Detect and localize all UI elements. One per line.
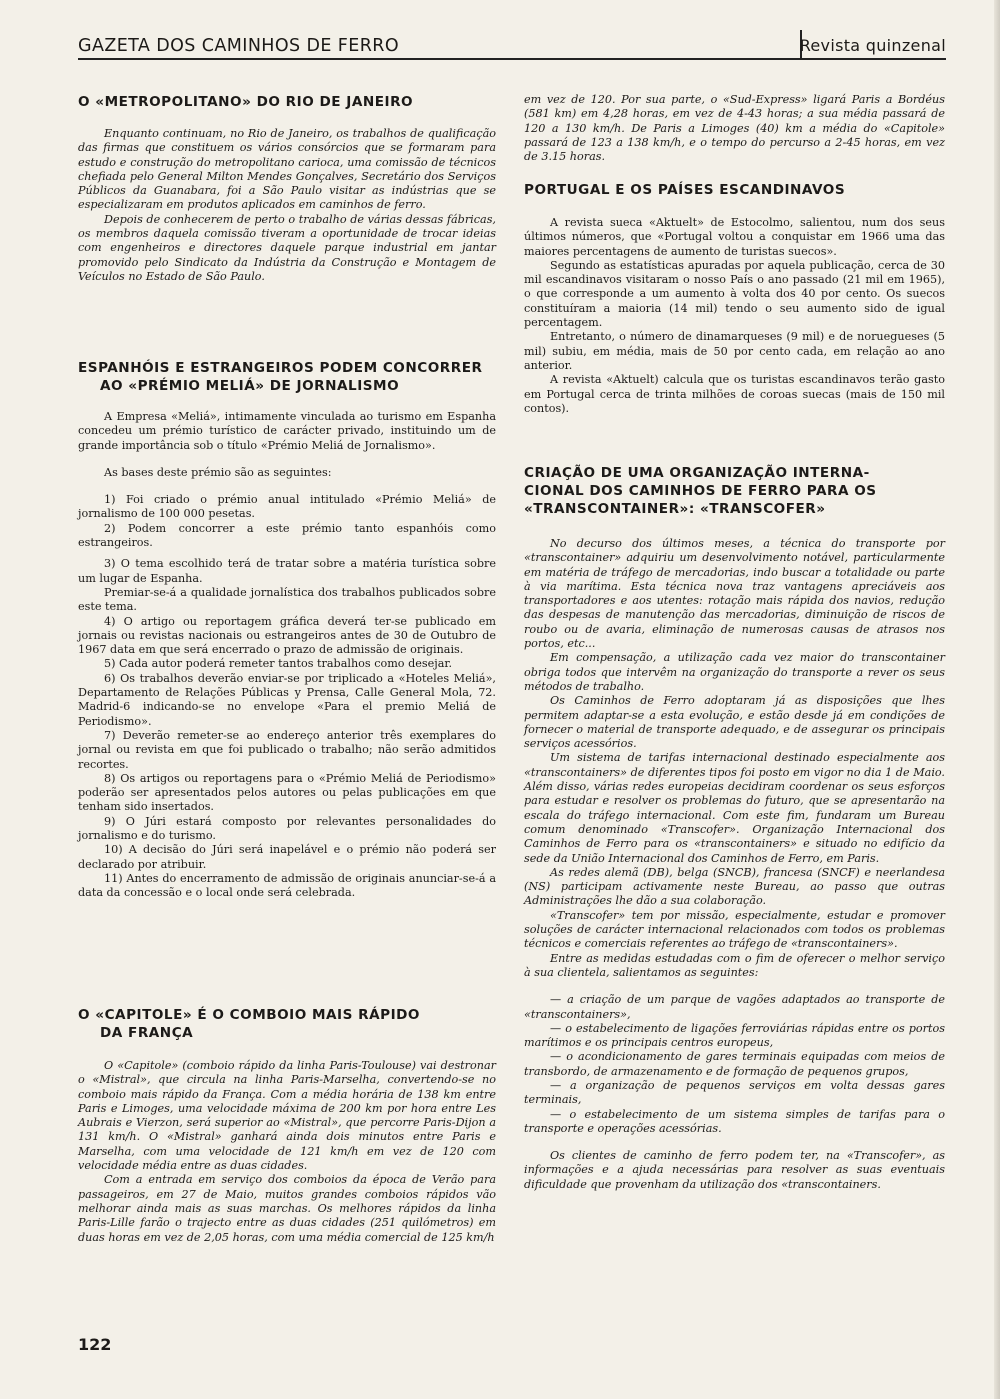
list-item: 8) Os artigos ou reportagens para o «Prémio Meliá de Periodismo» poderão ser apresentados pelos autores ou pelas publicações em que tenham sido insertados. <box>78 771 496 814</box>
list-item: 11) Antes do encerramento de admissão de originais anunciar-se-á a data da concessão e o local onde será celebrada. <box>78 871 496 900</box>
heading-line: CIONAL DOS CAMINHOS DE FERRO PARA OS <box>524 483 877 499</box>
paragraph: As redes alemã (DB), belga (SNCB), francesa (SNCF) e neerlandesa (NS) participam activamente neste Bureau, ao passo que outras Administrações lhe dão a sua colaboração. <box>524 865 945 908</box>
article-premio <box>78 410 496 901</box>
heading-capitole <box>78 1006 420 1042</box>
list-item: 9) O Júri estará composto por relevantes personalidades do jornalismo e do turismo. <box>78 814 496 843</box>
header-rule <box>78 58 946 60</box>
article-transcofer <box>524 537 945 1192</box>
heading-premio <box>78 359 482 395</box>
heading-line: CRIAÇÃO DE UMA ORGANIZAÇÃO INTERNA- <box>524 465 870 481</box>
heading-transcofer <box>524 464 877 518</box>
paragraph: Entretanto, o número de dinamarqueses (9 mil) e de noruegueses (5 mil) subiu, em média, mais de 50 por cento cada, em relação ao ano anterior. <box>524 330 945 372</box>
list-item: 1) Foi criado o prémio anual intitulado «Prémio Meliá» de jornalismo de 100 000 pesetas. <box>78 493 496 521</box>
article-metropolitano <box>78 127 496 284</box>
paragraph: Em compensação, a utilização cada vez maior do transcontainer obriga todos que intervêm na organização do transporte a rever os seus métodos de trabalho. <box>524 651 945 693</box>
list-item: 4) O artigo ou reportagem gráfica deverá ter-se publicado em jornais ou revistas nacionais ou estrangeiros antes de 30 de Outubro de 1967 data em que será encerrado o prazo de admissão de originais. <box>78 614 496 657</box>
heading-line: «TRANSCONTAINER»: «TRANSCOFER» <box>524 501 826 517</box>
page-number: 122 <box>78 1335 112 1354</box>
paragraph: Depois de conhecerem de perto o trabalho de várias dessas fábricas, os membros daquela comissão tiveram a oportunidade de trocar ideias com engenheiros e directores daquele parque industrial em jantar promovido pelo Sindicato da Indústria da Construção e Montagem de Veículos no Estado de São Paulo. <box>78 212 496 283</box>
list-item: — o estabelecimento de um sistema simples de tarifas para o transporte e operações acessórias. <box>524 1107 945 1135</box>
list-item: — a organização de pequenos serviços em volta dessas gares terminais, <box>524 1078 945 1107</box>
heading-line: AO «PRÉMIO MELIÁ» DE JORNALISMO <box>100 378 400 394</box>
list-item: — a criação de um parque de vagões adaptados ao transporte de «transcontainers», <box>524 993 945 1021</box>
heading-line: O «CAPITOLE» É O COMBOIO MAIS RÁPIDO <box>78 1007 420 1023</box>
list-item: 7) Deverão remeter-se ao endereço anterior três exemplares do jornal ou revista em que foi publicado o trabalho; não serão admitidos recortes. <box>78 728 496 771</box>
page-edge <box>994 0 1000 1399</box>
paragraph: Os clientes de caminho de ferro podem ter, na «Transcofer», as informações e a ajuda necessárias para resolver as suas eventuais dificuldade que provenham da utilização dos «transcontainers. <box>524 1149 945 1191</box>
paragraph: A Empresa «Meliá», intimamente vinculada ao turismo em Espanha concedeu um prémio turístico de carácter privado, instituindo um de grande importância sob o título «Prémio Meliá de Jornalismo». <box>78 410 496 452</box>
paragraph: Os Caminhos de Ferro adoptaram já as disposições que lhes permitem adaptar-se a esta evolução, e estão desde já em condições de fornecer o material de transporte adequado, e de assegurar os principais serviços acessórios. <box>524 694 945 751</box>
list-item: 2) Podem concorrer a este prémio tanto espanhóis como estrangeiros. <box>78 521 496 550</box>
article-escandinavos <box>524 216 945 416</box>
paragraph: O «Capitole» (comboio rápido da linha Paris-Toulouse) vai destronar o «Mistral», que circula na linha Paris-Marselha, convertendo-se no comboio mais rápido da França. Com a média horária de 138 km entre Paris e Limoges, uma velocidade máxima de 200 km por hora entre Les Aubrais e Vierzon, será superior ao «Mistral», que percorre Paris-Dijon a 131 km/h. O «Mistral» ganhará ainda dois minutos entre Paris e Marselha, com uma velocidade de 121 km/h em vez de 120 com velocidade média entre as duas cidades. <box>78 1059 496 1173</box>
paragraph: A revista «Aktuelt) calcula que os turistas escandinavos terão gasto em Portugal cerca de trinta milhões de coroas suecas (mais de 150 mil contos). <box>524 373 945 415</box>
list-item: — o estabelecimento de ligações ferroviárias rápidas entre os portos marítimos e os principais centros europeus, <box>524 1021 945 1050</box>
heading-escandinavos: PORTUGAL E OS PAÍSES ESCANDINAVOS <box>524 182 846 198</box>
paragraph: A revista sueca «Aktuelt» de Estocolmo, salientou, num dos seus últimos números, que «Portugal voltou a conquistar em 1966 uma das maiores percentagens de aumento de turistas suecos». <box>524 216 945 258</box>
heading-line: DA FRANÇA <box>100 1025 194 1041</box>
list-item: 3) O tema escolhido terá de tratar sobre a matéria turística sobre um lugar de Espanha. <box>78 557 496 585</box>
list-item: Premiar-se-á a qualidade jornalística dos trabalhos publicados sobre este tema. <box>78 585 496 614</box>
journal-title: GAZETA DOS CAMINHOS DE FERRO <box>78 36 400 56</box>
paragraph: Segundo as estatísticas apuradas por aquela publicação, cerca de 30 mil escandinavos visitaram o nosso País o ano passado (21 mil em 1965), o que corresponde a um aumento à volta dos 40 por cento. Os suecos constituíram a maioria (14 mil) tendo o seu aumento sido de igual percentagem. <box>524 258 945 330</box>
paragraph: Um sistema de tarifas internacional destinado especialmente aos «transcontainers» de diferentes tipos foi posto em vigor no dia 1 de Maio. Além disso, várias redes europeias decidiram coordenar os seus esforços para estudar e resolver os problemas do futuro, que se apresentarão na escala do tráfego internacional. Com este fim, fundaram um Bureau comum denominado «Transcofer». Organização Internacional dos Caminhos de Ferro para os «transcontainers» e situado no edifício da sede da União Internacional dos Caminhos de Ferro, em Paris. <box>524 751 945 865</box>
list-item: 6) Os trabalhos deverão enviar-se por triplicado a «Hoteles Meliá», Departamento de Relações Públicas y Prensa, Calle General Mola, 72. Madrid-6 indicando-se no envelope «Para el premio Meliá de Periodismo». <box>78 671 496 728</box>
article-capitole-continued <box>524 93 945 164</box>
paragraph: Enquanto continuam, no Rio de Janeiro, os trabalhos de qualificação das firmas que constituem os vários consórcios que se formaram para estudo e construção do metropolitano carioca, uma comissão de técnicos chefiada pelo General Milton Mendes Gonçalves, Secretário dos Serviços Públicos da Guanabara, foi a São Paulo visitar as indústrias que se especializaram em produtos aplicados em caminhos de ferro. <box>78 127 496 212</box>
heading-line: ESPANHÓIS E ESTRANGEIROS PODEM CONCORRER <box>78 360 483 376</box>
article-capitole <box>78 1059 496 1245</box>
paragraph: As bases deste prémio são as seguintes: <box>104 465 332 479</box>
paragraph: Com a entrada em serviço dos comboios da época de Verão para passageiros, em 27 de Maio, muitos grandes comboios rápidos vão melhorar ainda mais as suas marchas. Os melhores rápidos da linha Paris-Lille farão o trajecto entre as duas cidades (251 quilómetros) em duas horas em vez de 2,05 horas, com uma média comercial de 125 km/h <box>78 1173 496 1244</box>
revista-label: Revista quinzenal <box>799 36 946 55</box>
list-item: 10) A decisão do Júri será inapelável e o prémio não poderá ser declarado por atribuir. <box>78 843 496 871</box>
heading-metropolitano: O «METROPOLITANO» DO RIO DE JANEIRO <box>78 94 414 110</box>
paragraph: «Transcofer» tem por missão, especialmente, estudar e promover soluções de carácter internacional relacionados com todos os problemas técnicos e comerciais referentes ao tráfego de «transcontainers». <box>524 908 945 951</box>
running-header <box>78 34 946 60</box>
list-item: 5) Cada autor poderá remeter tantos trabalhos como desejar. <box>104 657 453 671</box>
list-item: — o acondicionamento de gares terminais equipadas com meios de transbordo, de armazenamento e de formação de pequenos grupos, <box>524 1050 945 1078</box>
paragraph: em vez de 120. Por sua parte, o «Sud-Express» ligará Paris a Bordéus (581 km) em 4,28 horas, em vez de 4-43 horas; a sua média passará de 120 a 130 km/h. De Paris a Limoges (40) km a média do «Capitole» passará de 123 a 138 km/h, e o tempo do percurso a 2-45 horas, em vez de 3.15 horas. <box>524 93 945 164</box>
paragraph: Entre as medidas estudadas com o fim de oferecer o melhor serviço à sua clientela, salientamos as seguintes: <box>524 951 945 979</box>
paragraph: No decurso dos últimos meses, a técnica do transporte por «transcontainer» adquiriu um desenvolvimento notável, particularmente em matéria de tráfego de mercadorias, indo buscar a totalidade ou parte à via marítima. Esta técnica nova traz vantagens apreciáveis aos transportadores e aos utentes: rotação mais rápida dos navios, redução das despesas de manutenção das mercadorias, diminuição de riscos de roubo ou de avaria, eliminação de numerosas causas de atrasos nos portos, etc... <box>524 537 945 651</box>
